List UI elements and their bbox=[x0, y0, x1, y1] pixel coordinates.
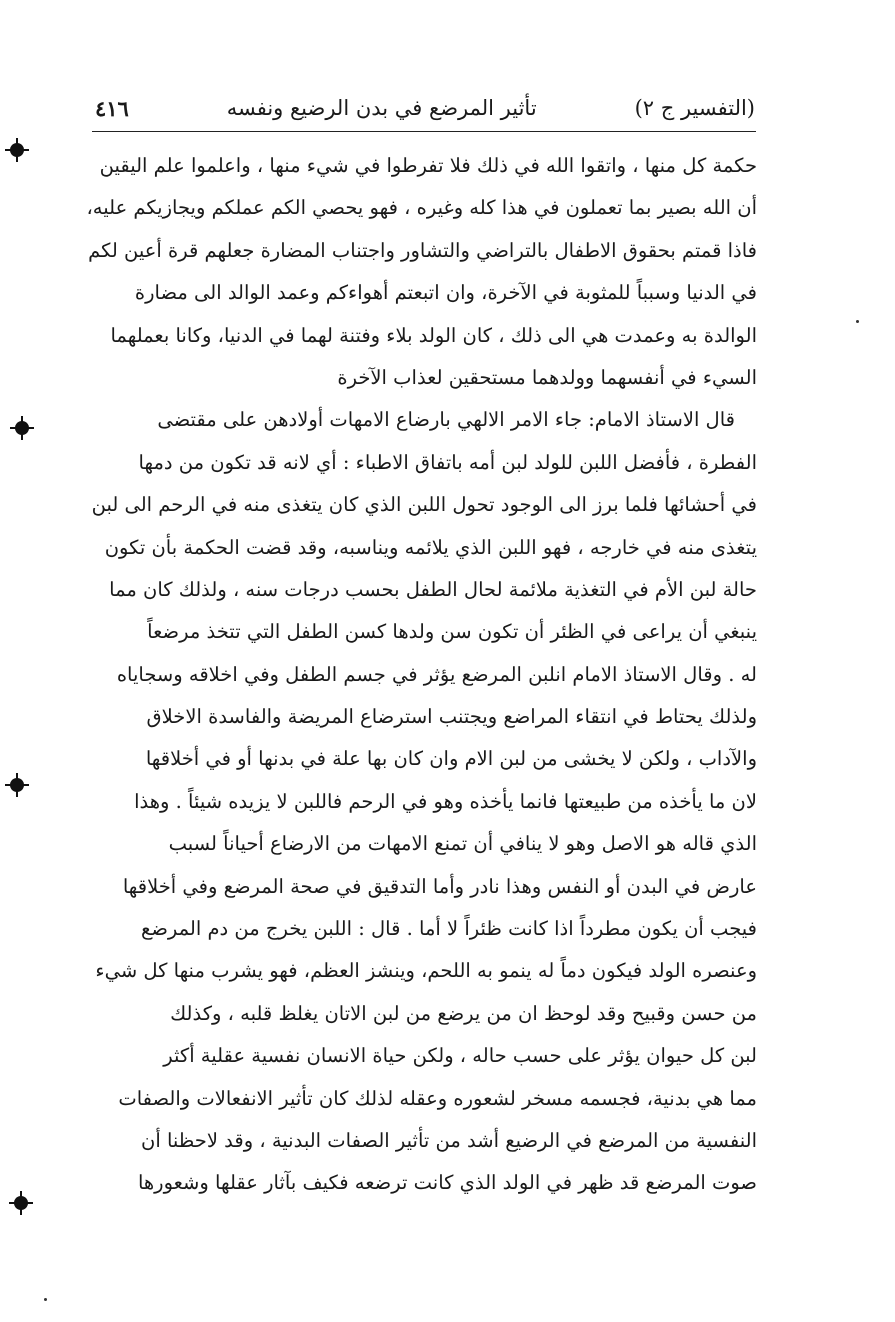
text-line: حكمة كل منها ، واتقوا الله في ذلك فلا تفرطوا في شيء منها ، واعلموا علم اليقين bbox=[99, 154, 757, 177]
binding-hole-icon bbox=[14, 1196, 28, 1210]
text-line: مما هي بدنية، فجسمه مسخر لشعوره وعقله لذلك كان تأثير الانفعالات والصفات bbox=[118, 1086, 757, 1110]
binding-hole-icon bbox=[10, 778, 24, 792]
text-line: أن الله بصير بما تعملون في هذا كله وغيره ، فهو يحصي الكم عملكم ويجازيكم عليه، bbox=[86, 196, 757, 220]
paragraph-start-line: قال الاستاذ الامام: جاء الامر الالهي بارضاع الامهات أولادهن على مقتضى bbox=[157, 408, 735, 432]
text-line: الذي قاله هو الاصل وهو لا ينافي أن تمنع الامهات من الارضاع أحياناً لسبب bbox=[168, 832, 757, 856]
text-line: له . وقال الاستاذ الامام انلبن المرضع يؤثر في جسم الطفل وفي اخلاقه وسجاياه bbox=[116, 662, 757, 686]
text-line: الفطرة ، فأفضل اللبن للولد لبن أمه باتفاق الاطباء : أي لانه قد تكون من دمها bbox=[138, 450, 757, 474]
text-line: ولذلك يحتاط في انتقاء المراضع ويجتنب استرضاع المريضة والفاسدة الاخلاق bbox=[146, 705, 757, 729]
text-line: من حسن وقبيح وقد لوحظ ان من يرضع من لبن الاتان يغلظ قلبه ، وكذلك bbox=[170, 1001, 757, 1025]
text-line: يتغذى منه في خارجه ، فهو اللبن الذي يلائمه ويناسبه، وقد قضت الحكمة بأن تكون bbox=[104, 535, 757, 559]
text-line: الوالدة به وعمدت هي الى ذلك ، كان الولد بلاء وفتنة لهما في الدنيا، وكانا بعملهما bbox=[110, 323, 757, 347]
binding-hole-icon bbox=[10, 143, 24, 157]
text-line: في الدنيا وسبباً للمثوبة في الآخرة، وان اتبعتم أهواءكم وعمد الوالد الى مضارة bbox=[134, 281, 757, 305]
text-line: وعنصره الولد فيكون دماً له ينمو به اللحم، وينشز العظم، فهو يشرب منها كل شيء bbox=[95, 959, 757, 983]
text-line: عارض في البدن أو النفس وهذا نادر وأما التدقيق في صحة المرضع وفي أخلاقها bbox=[122, 874, 757, 898]
chapter-title: تأثير المرضع في بدن الرضيع ونفسه bbox=[226, 96, 537, 120]
text-line: لان ما يأخذه من طبيعتها فانما يأخذه وهو في الرحم فاللبن لا يزيده شيئاً . وهذا bbox=[134, 789, 757, 813]
text-line: صوت المرضع قد ظهر في الولد الذي كانت ترضعه فكيف بآثار عقلها وشعورها bbox=[137, 1171, 757, 1195]
header-rule bbox=[92, 131, 756, 132]
text-line: ينبغي أن يراعى في الظئر أن تكون سن ولدها كسن الطفل التي تتخذ مرضعاً bbox=[147, 620, 757, 644]
page-number: ٤١٦ bbox=[95, 95, 129, 121]
binding-hole-icon bbox=[15, 421, 29, 435]
text-line: لبن كل حيوان يؤثر على حسب حاله ، ولكن حياة الانسان نفسية عقلية أكثر bbox=[163, 1044, 757, 1068]
book-reference: (التفسير ج ٢) bbox=[634, 96, 755, 120]
text-line: فاذا قمتم بحقوق الاطفال بالتراضي والتشاور واجتناب المضارة جعلهم قرة أعين لكم bbox=[88, 238, 757, 262]
body-text bbox=[72, 145, 757, 1205]
running-header bbox=[95, 88, 755, 128]
text-line: في أحشائها فلما برز الى الوجود تحول اللبن الذي كان يتغذى منه في الرحم الى لبن bbox=[91, 493, 757, 517]
text-line: فيجب أن يكون مطرداً اذا كانت ظئراً لا أما . قال : اللبن يخرج من دم المرضع bbox=[140, 917, 757, 941]
text-line: السيء في أنفسهما وولدهما مستحقين لعذاب الآخرة bbox=[337, 365, 757, 389]
scan-speck bbox=[856, 320, 859, 323]
scan-speck bbox=[44, 1298, 47, 1301]
text-line: حالة لبن الأم في التغذية ملائمة لحال الطفل بحسب درجات سنه ، ولذلك كان مما bbox=[109, 577, 757, 601]
text-line: النفسية من المرضع في الرضيع أشد من تأثير الصفات البدنية ، وقد لاحظنا أن bbox=[141, 1128, 757, 1152]
text-line: والآداب ، ولكن لا يخشى من لبن الام وان كان بها علة في بدنها أو في أخلاقها bbox=[145, 747, 757, 771]
